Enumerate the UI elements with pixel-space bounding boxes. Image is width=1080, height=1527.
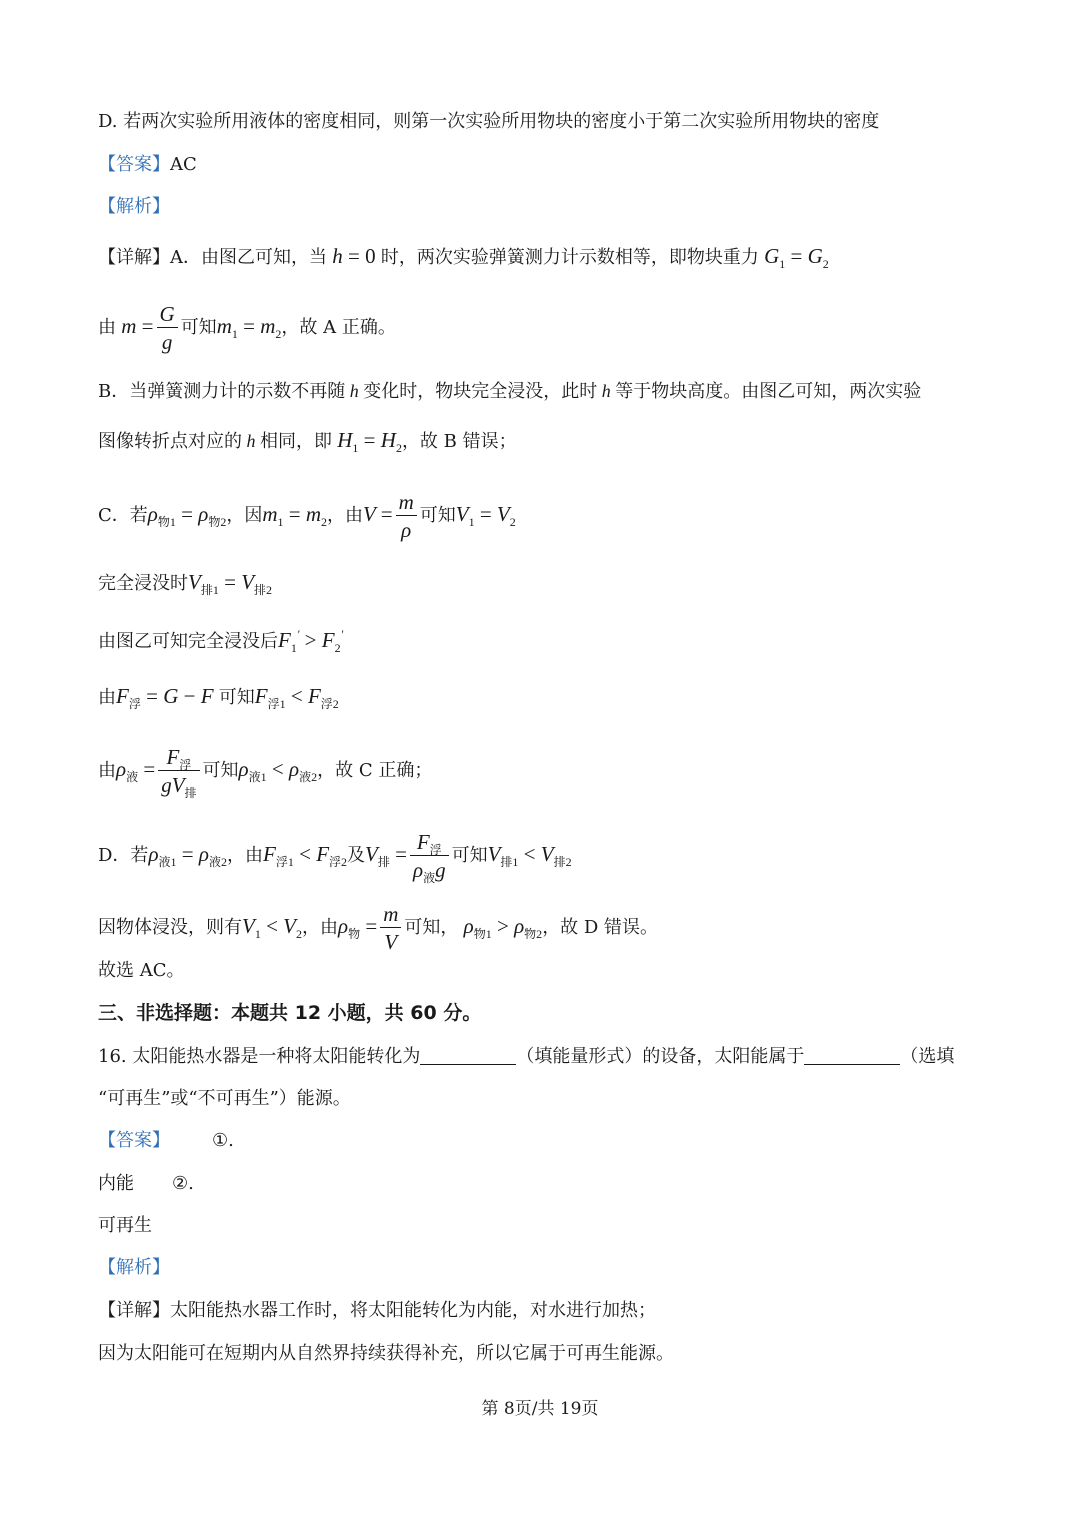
detail-b-text3: 等于物块高度。由图乙可知，两次实验 [615,381,922,402]
text-you: 由 [98,316,116,338]
detail-d2-text3: 可知， [404,916,459,938]
formula-fbuoy-g-minus-f: $F_浮 = G - F$ [116,684,219,711]
detail-c-line4 [98,684,339,711]
detail-d2-text1: 因物体浸没，则有 [98,916,242,938]
analysis-tag: 【解析】 [98,1257,170,1278]
q16-detail-line1 [98,1302,656,1320]
detail-c2-text: 完全浸没时 [98,573,188,594]
detail-c-line5 [98,745,433,801]
detail-a-mass-line [98,302,396,354]
detail-b-line [98,382,921,401]
detail-b-text1: B．当弹簧测力计的示数不再随 [98,381,346,402]
detail-a-text: A．由图乙可知，当 [170,247,327,268]
q16-stem-part2: （填能量形式）的设备，太阳能属于 [516,1046,805,1067]
text-keyi: 可知 [202,759,239,781]
q16-answer-line [98,1132,234,1150]
detail-a-text2: 时，两次实验弹簧测力计示数相等，即物块重力 [380,247,759,268]
formula-vpai1-lt-vpai2: $V_{排1} < V_{排2}$ [487,841,572,869]
detail-d-text2: ，由 [227,844,263,866]
formula-h-zero: h = 0 [327,244,376,268]
answer-tag: 【答案】 [98,154,170,175]
formula-rho-obj-equal: $\rho_{物1} = \rho_{物2}$ [147,501,227,529]
formula-m1-m2: $m_1 = m_2$ [216,313,282,341]
q16-detail-line2: 因为太阳能可在短期内从自然界持续获得补充，所以它属于可再生能源。 [98,1343,674,1364]
formula-v1-lt-v2: $V_1 < V_2$ [242,913,302,941]
var-h: h [242,431,260,451]
q16-stem-part3: （选填 [900,1046,955,1067]
section-heading: 三、非选择题：本题共 12 小题，共 60 分。 [98,1002,482,1024]
text-keyi: 可知 [218,687,255,708]
formula-fbuoy1-lt-fbuoy2: $F_{浮1} < F_{浮2}$ [254,684,339,711]
detail-d2-text4: ，故 D 错误。 [542,916,659,938]
formula-v-m-over-rho: V = $\frac{m}{\rho}$ [363,502,420,526]
q16-detail-text1: 太阳能热水器工作时，将太阳能转化为内能，对水进行加热； [170,1300,656,1321]
text-you: 由 [98,759,116,781]
detail-d-text1: D．若 [98,844,149,866]
conclusion-text: 故选 AC。 [98,960,185,981]
formula-vpai: $V_排$ = $\frac{F_浮}{\rho_液g}$ [365,842,452,866]
answer-value: AC [170,154,197,175]
detail-d-text3: 及 [347,844,366,866]
answer-marker-1: ①. [212,1130,234,1151]
detail-c-text1: C．若 [98,504,148,526]
q16-answer1-line [98,1175,194,1193]
formula-m1-m2: $m_1 = m_2$ [262,501,328,529]
text-keyi: 可知 [451,844,488,866]
formula-vpai-equal: $V_{排1} = V_{排2}$ [188,570,273,597]
detail-b-line2 [98,428,517,455]
text-c-correct: ，故 C 正确； [317,759,433,781]
text-you: 由 [98,687,116,708]
answer-blank-1[interactable] [420,1046,516,1065]
answer-line [98,156,197,174]
formula-m-g-over-g: m = $\frac{G}{g}$ [116,314,181,338]
formula-v1-v2: $V_1 = V_2$ [455,501,516,529]
formula-h1-h2: $H_1 = H_2$ [332,428,402,455]
text-a-correct: ，故 A 正确。 [281,316,396,338]
detail-c-line2 [98,570,273,597]
q16-stem-part1: 16. 太阳能热水器是一种将太阳能转化为 [98,1046,421,1067]
answer-blank-2[interactable] [804,1046,900,1065]
formula-rho-obj: $\rho_物$ = $\frac{m}{V}$ [338,914,404,938]
detail-c-line [98,490,516,542]
detail-b-text2: 变化时，物块完全浸没，此时 [363,381,598,402]
question-16-stem [98,1046,954,1066]
analysis-tag: 【解析】 [98,196,170,217]
detail-d-line [98,830,572,886]
detail-tag: 【详解】 [98,1300,170,1321]
detail-d-line2 [98,902,658,954]
detail-a-line [98,244,829,271]
formula-rholiq-equal: $\rho_{液1} = \rho_{液2}$ [148,841,227,869]
detail-c-text2: ，因 [226,504,263,526]
detail-c-text3: ，由 [327,504,364,526]
page-footer: 第 8页/共 19页 [481,1399,599,1419]
formula-rho-liquid: $\rho_液$ = $\frac{F_浮}{gV_排}$ [116,757,203,781]
detail-tag: 【详解】 [98,247,170,268]
formula-rholiq1-lt-rholiq2: $\rho_{液1} < \rho_{液2}$ [238,756,318,784]
detail-c3-text: 由图乙可知完全浸没后 [98,631,278,652]
answer-tag: 【答案】 [98,1130,170,1151]
formula-rhoobj1-gt-rhoobj2: $\rho_{物1} > \rho_{物2}$ [458,913,543,941]
q16-stem-line2: “可再生”或“不可再生”）能源。 [98,1088,351,1109]
var-h: h [597,381,616,401]
detail-d2-text2: ，由 [302,916,338,938]
answer-value-2: 可再生 [98,1215,152,1236]
answer-value-1: 内能 [98,1173,134,1194]
detail-c-line3 [98,627,344,655]
detail-b2-text3: ，故 B 错误； [401,431,517,452]
detail-b2-text1: 图像转折点对应的 [98,431,242,452]
formula-fbuoy1-lt-fbuoy2: $F_{浮1} < F_{浮2}$ [263,841,348,869]
answer-marker-2: ②. [172,1173,194,1194]
formula-f1-gt-f2: $F_1' > F_2'$ [278,627,344,655]
detail-b2-text2: 相同，即 [260,431,332,452]
formula-g1-g2: $G_1 = G_2$ [758,244,829,271]
text-keyi: 可知 [180,316,217,338]
detail-c-text4: 可知 [419,504,456,526]
option-d-text: D. 若两次实验所用液体的密度相同，则第一次实验所用物块的密度小于第二次实验所用物块的密度 [98,111,880,132]
var-h: h [345,381,364,401]
